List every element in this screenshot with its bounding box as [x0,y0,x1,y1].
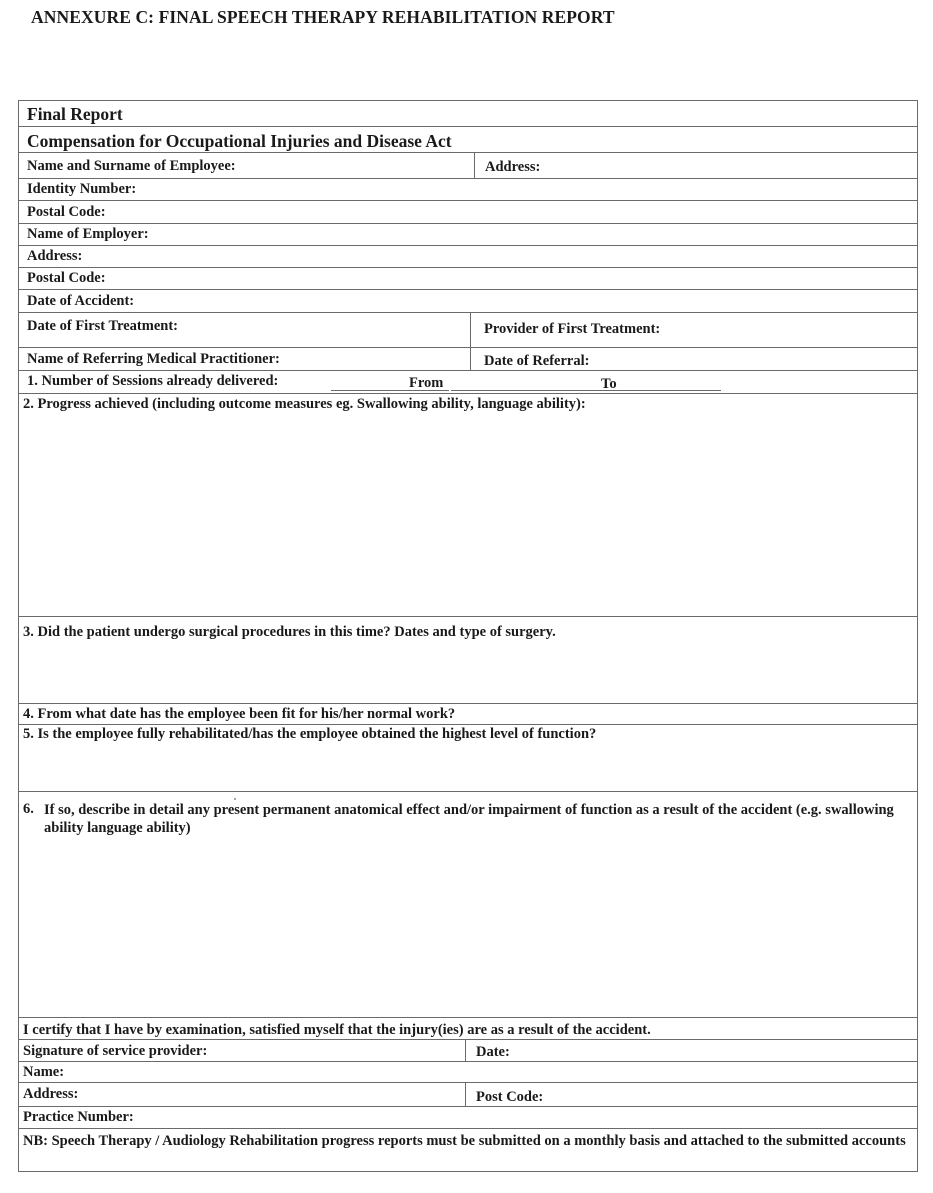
q6-label: If so, describe in detail any present permanent anatomical effect and/or impairment of function as a result of the accident (e.g. swallowing ability language ability) [44,802,894,836]
first-treatment-row [19,313,917,348]
identity-number-row [19,179,917,201]
column-divider [465,1083,466,1106]
q5-label: 5. Is the employee fully rehabilitated/has the employee obtained the highest level of function? [23,726,597,742]
practice-number-label: Practice Number: [23,1109,134,1125]
referral-row [19,348,917,371]
q6-row [19,792,917,1018]
date-of-accident-row [19,290,917,313]
certification-text: I certify that I have by examination, satisfied myself that the injury(ies) are as a result of the accident. [23,1022,651,1038]
employer-postal-code-label: Postal Code: [27,270,106,286]
date-first-treatment-label: Date of First Treatment: [27,318,178,334]
date-of-accident-label: Date of Accident: [27,293,135,309]
sessions-from-label: From [409,375,444,391]
provider-name-label: Name: [23,1064,65,1080]
q2-row [19,394,917,617]
provider-address-label: Address: [23,1086,79,1102]
q5-row [19,725,917,792]
employer-name-row [19,224,917,246]
referring-practitioner-label: Name of Referring Medical Practitioner: [27,351,280,367]
form-title: Final Report [27,104,123,124]
postal-code-label: Postal Code: [27,204,106,220]
employer-postal-code-row [19,268,917,290]
nb-row [19,1129,917,1171]
signature-label: Signature of service provider: [23,1043,208,1059]
postal-code-row [19,201,917,224]
q2-label: 2. Progress achieved (including outcome measures eg. Swallowing ability, language ability): [23,396,586,412]
sessions-to-line [451,390,721,391]
signature-date-label: Date: [476,1044,510,1060]
column-divider [470,313,471,347]
form-subtitle: Compensation for Occupational Injuries and Disease Act [27,131,452,151]
provider-first-treatment-label: Provider of First Treatment: [484,321,661,337]
signature-row [19,1040,917,1062]
form-title-row [19,101,917,127]
q3-row [19,617,917,704]
column-divider [470,348,471,370]
q4-label: 4. From what date has the employee been fit for his/her normal work? [23,706,456,722]
provider-name-row [19,1062,917,1083]
practice-number-row [19,1107,917,1129]
identity-number-label: Identity Number: [27,181,137,197]
employee-address-label: Address: [485,159,541,175]
final-report-form [18,100,918,1172]
form-subtitle-row [19,127,917,153]
employer-address-row [19,246,917,268]
date-of-referral-label: Date of Referral: [484,353,590,369]
employer-address-label: Address: [27,248,83,264]
q6-number: 6. [23,801,34,817]
provider-address-row [19,1083,917,1107]
q3-label: 3. Did the patient undergo surgical procedures in this time? Dates and type of surgery. [23,624,556,640]
provider-post-code-label: Post Code: [476,1089,544,1105]
certification-row [19,1018,917,1040]
q1-label: 1. Number of Sessions already delivered: [27,373,279,389]
employee-name-label: Name and Surname of Employee: [27,158,236,174]
employee-name-row [19,153,917,179]
q4-row [19,704,917,725]
column-divider [474,153,475,178]
column-divider [465,1040,466,1061]
sessions-to-label: To [601,376,617,392]
sessions-row [19,371,917,394]
employer-name-label: Name of Employer: [27,226,149,242]
nb-text: NB: Speech Therapy / Audiology Rehabilitation progress reports must be submitted on a monthly basis and attached to the submitted accounts [23,1133,906,1149]
document-heading: ANNEXURE C: FINAL SPEECH THERAPY REHABILITATION REPORT [31,7,615,27]
